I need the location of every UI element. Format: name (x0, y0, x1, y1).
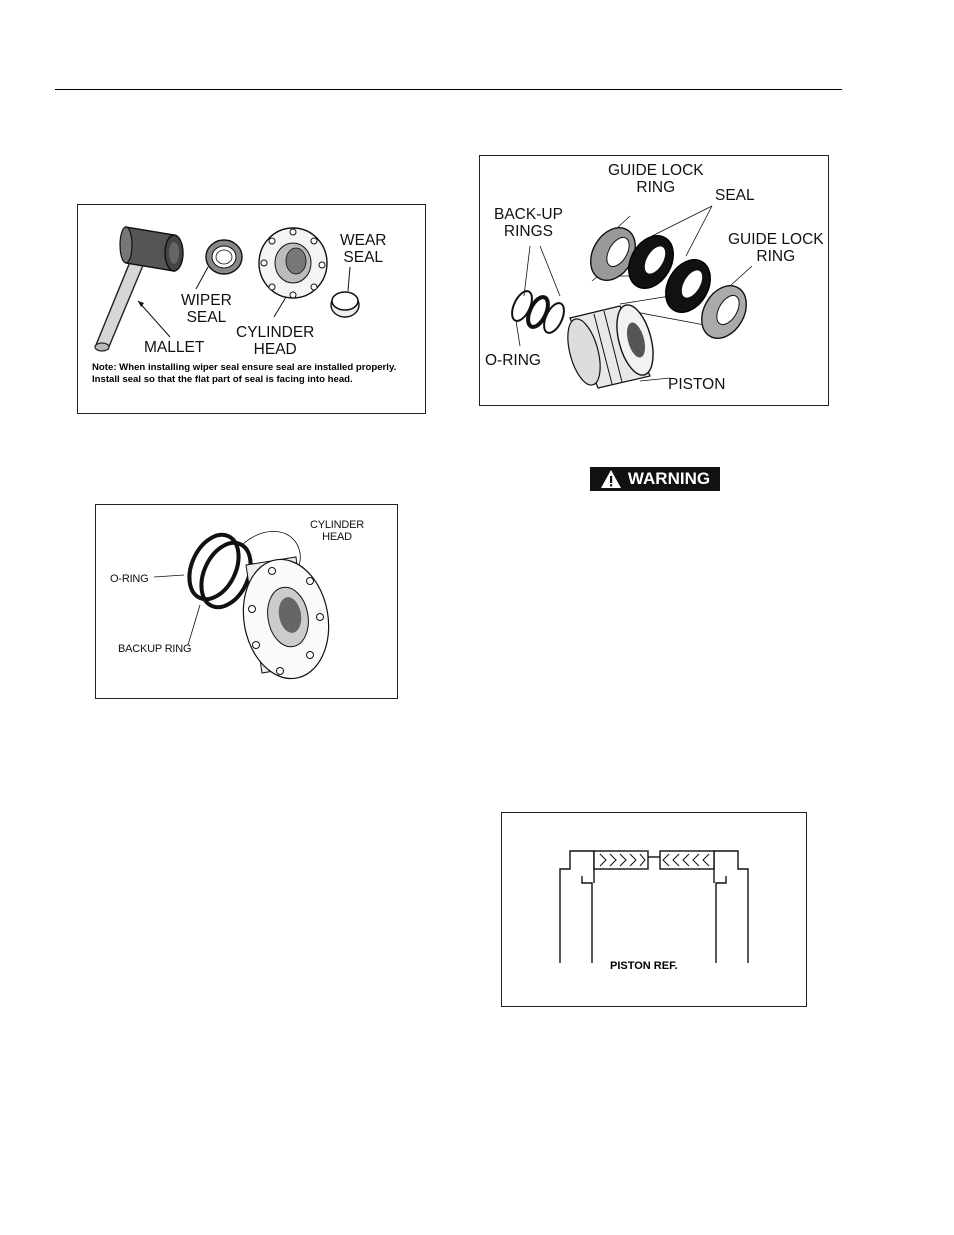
cylinder-head-label: CYLINDER HEAD (236, 324, 315, 359)
header-rule (55, 89, 842, 90)
seal-label: SEAL (715, 187, 755, 204)
mallet-label: MALLET (144, 339, 205, 356)
cylinder-head-body-drawing (234, 553, 338, 686)
warning-triangle-icon (600, 469, 622, 489)
wiper-seal-label: WIPER SEAL (181, 292, 232, 327)
piston-label: PISTON (668, 376, 726, 393)
warning-label: WARNING (627, 469, 711, 488)
guide-lock-ring-top-label: GUIDE LOCK RING (608, 162, 704, 197)
warning-banner (590, 467, 720, 491)
cylinder-head-drawing (259, 228, 327, 317)
figure-piston-ref (501, 812, 807, 1007)
o-ring-label: O-RING (110, 573, 149, 585)
backup-ring-label: BACKUP RING (118, 643, 192, 655)
cylinder-head-label: CYLINDER HEAD (310, 519, 365, 544)
mallet-drawing (95, 227, 183, 351)
figure-wiper-seal-install (77, 204, 426, 414)
wear-seal-drawing (331, 267, 359, 317)
figure-piston-seals (479, 155, 829, 406)
guide-lock-ring-right-label: GUIDE LOCK RING (728, 231, 824, 266)
piston-ref-label: PISTON REF. (610, 960, 678, 972)
figure-note: Note: When installing wiper seal ensure seal are installed properly. Install seal so that the flat part of seal is facing into head. (92, 362, 397, 385)
wear-seal-label: WEAR SEAL (340, 232, 387, 267)
o-ring-label: O-RING (485, 352, 541, 369)
figure-cylinder-head-rings (95, 504, 398, 699)
back-up-rings-label: BACK-UP RINGS (494, 206, 563, 241)
wiper-seal-drawing (196, 240, 242, 289)
figure-piston-ref-drawing (502, 813, 808, 1008)
